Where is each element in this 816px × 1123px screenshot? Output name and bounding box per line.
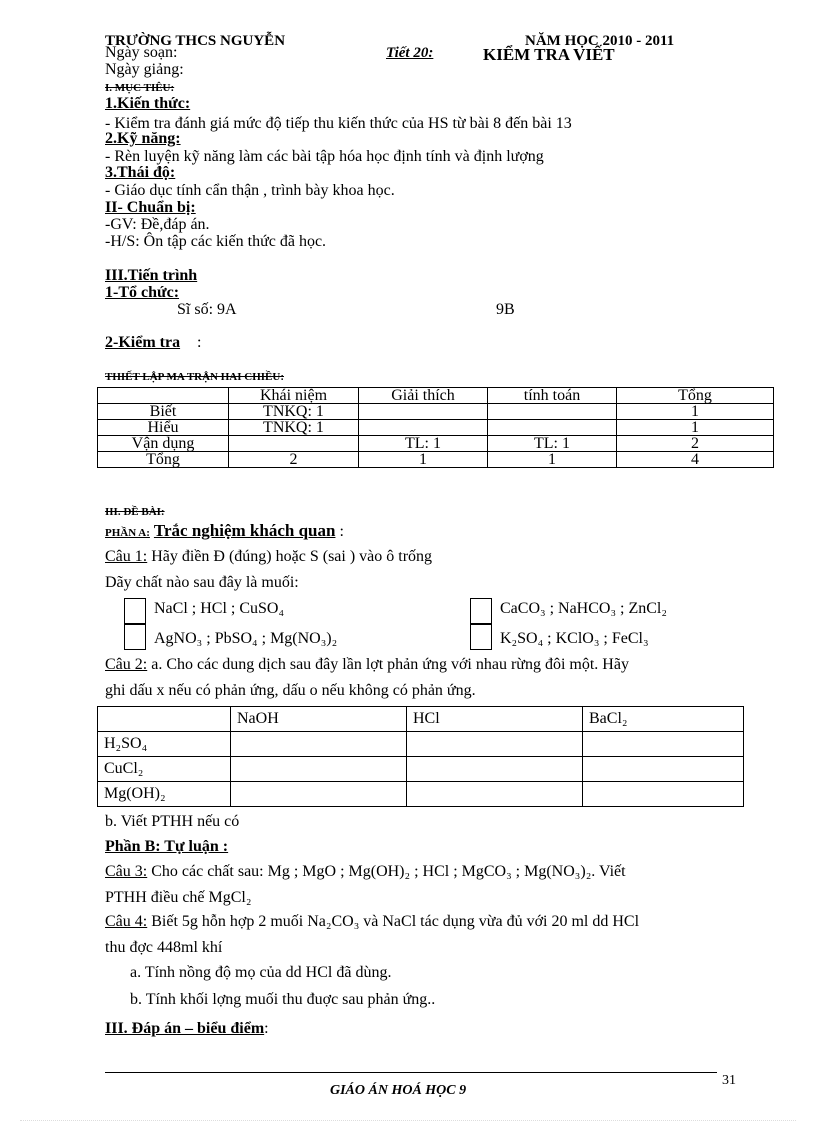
part-a-title: Trắc nghiệm khách quan	[153, 521, 336, 540]
table-cell: BaCl₂	[583, 707, 744, 732]
skills-text: - Rèn luyện kỹ năng làm các bài tập hóa học định tính và định lượng	[105, 148, 544, 165]
part-a-heading	[105, 521, 344, 543]
question-2-text-line2: ghi dấu x nếu có phản ứng, dấu o nếu không có phản ứng.	[105, 682, 476, 699]
table-cell: TL: 1	[488, 436, 617, 452]
table-cell	[359, 420, 488, 436]
table-cell	[488, 404, 617, 420]
part-b-heading: Phần B: Tự luận :	[105, 838, 229, 855]
table-cell[interactable]	[231, 782, 407, 807]
question-3-text-line2: PTHH điều chế MgCl₂	[105, 889, 252, 906]
table-cell: 1	[617, 420, 774, 436]
check-heading: 2-Kiểm tra	[105, 334, 181, 351]
table-cell: Giải thích	[359, 388, 488, 404]
question-3-text: Cho các chất sau: Mg ; MgO ; Mg(OH)₂ ; HCl ; MgCO₃ ; Mg(NO₃)₂. Viết	[151, 863, 626, 880]
table-cell: Tổng	[617, 388, 774, 404]
question-4	[105, 912, 639, 932]
table-cell[interactable]	[407, 732, 583, 757]
procedure-heading: III.Tiến trình	[105, 267, 198, 284]
exam-heading: III. ĐỀ BÀI:	[105, 506, 165, 518]
footer-divider	[105, 1072, 717, 1073]
table-row	[98, 707, 744, 732]
table-cell: Hiểu	[98, 420, 229, 436]
teach-date-label: Ngày giảng:	[105, 61, 184, 78]
question-1-sub: Dãy chất nào sau đây là muối:	[105, 574, 299, 591]
table-cell: Mg(OH)₂	[98, 782, 231, 807]
question-1-label: Câu 1:	[105, 548, 148, 565]
question-3	[105, 862, 626, 882]
reaction-table	[97, 706, 744, 807]
table-cell[interactable]	[231, 757, 407, 782]
table-cell: 2	[229, 452, 359, 468]
organization-heading: 1-Tổ chức:	[105, 284, 180, 301]
option-2: CaCO₃ ; NaHCO₃ ; ZnCl₂	[500, 600, 667, 617]
table-cell[interactable]	[231, 732, 407, 757]
school-name: TRƯỜNG THCS NGUYỄN	[105, 33, 286, 49]
question-1	[105, 547, 432, 567]
question-4-label: Câu 4:	[105, 913, 148, 930]
table-cell: 1	[359, 452, 488, 468]
question-2b: b. Viết PTHH nếu có	[105, 813, 240, 830]
answer-box-1[interactable]	[124, 598, 146, 624]
table-row	[98, 388, 774, 404]
table-cell: HCl	[407, 707, 583, 732]
table-cell: TL: 1	[359, 436, 488, 452]
table-cell: 1	[617, 404, 774, 420]
option-3: AgNO₃ ; PbSO₄ ; Mg(NO₃)₂	[154, 630, 338, 647]
question-1-text: Hãy điền Đ (đúng) hoặc S (sai ) vào ô trống	[151, 548, 433, 565]
table-cell: NaOH	[231, 707, 407, 732]
answer-box-2[interactable]	[470, 598, 492, 624]
table-cell[interactable]	[583, 732, 744, 757]
question-4-text: Biết 5g hỗn hợp 2 muối Na₂CO₃ và NaCl tác dụng vừa đủ với 20 ml dd HCl	[151, 913, 640, 930]
table-cell: tính toán	[488, 388, 617, 404]
check-colon: :	[197, 334, 202, 351]
table-cell: 1	[488, 452, 617, 468]
table-cell: Khái niệm	[229, 388, 359, 404]
matrix-table	[97, 387, 774, 468]
table-cell: Biết	[98, 404, 229, 420]
table-cell: TNKQ: 1	[229, 420, 359, 436]
attitude-heading: 3.Thái độ:	[105, 164, 176, 181]
part-a-colon: :	[339, 523, 344, 540]
lesson-number: Tiết 20:	[386, 45, 434, 61]
answer-heading	[105, 1019, 269, 1039]
table-cell	[229, 436, 359, 452]
attendance-9a: Sĩ số: 9A	[177, 301, 237, 318]
table-cell[interactable]	[407, 782, 583, 807]
table-cell[interactable]	[407, 757, 583, 782]
page-title: KIỂM TRA VIẾT	[483, 45, 615, 64]
table-cell: 2	[617, 436, 774, 452]
table-cell[interactable]	[583, 757, 744, 782]
page-edge	[20, 1120, 796, 1121]
table-row	[98, 757, 744, 782]
table-cell: Vận dụng	[98, 436, 229, 452]
question-4a: a. Tính nồng độ mọ của dd HCl đã dùng.	[130, 964, 392, 981]
matrix-heading: THIẾT LẬP MA TRẬN HAI CHIỀU:	[105, 371, 284, 383]
table-row	[98, 420, 774, 436]
answer-box-4[interactable]	[470, 624, 492, 650]
question-4-text-line2: thu đợc 448ml khí	[105, 939, 223, 956]
school-year: NĂM HỌC 2010 - 2011	[525, 33, 675, 49]
table-cell: 4	[617, 452, 774, 468]
table-row	[98, 782, 744, 807]
footer-text: GIÁO ÁN HOÁ HỌC 9	[330, 1083, 467, 1098]
table-cell: CuCl₂	[98, 757, 231, 782]
table-row	[98, 452, 774, 468]
attendance-9b: 9B	[496, 301, 515, 318]
table-row	[98, 436, 774, 452]
part-a-prefix: PHẦN A:	[105, 527, 150, 539]
table-cell: H₂SO₄	[98, 732, 231, 757]
answer-box-3[interactable]	[124, 624, 146, 650]
table-row	[98, 404, 774, 420]
knowledge-text: - Kiểm tra đánh giá mức độ tiếp thu kiến thức của HS từ bài 8 đến bài 13	[105, 115, 572, 132]
student-prep: -H/S: Ôn tập các kiến thức đã học.	[105, 233, 327, 250]
skills-heading: 2.Kỹ năng:	[105, 130, 181, 147]
knowledge-heading: 1.Kiến thức:	[105, 95, 191, 112]
answer-heading-colon: :	[264, 1020, 269, 1037]
question-2	[105, 655, 629, 675]
table-cell	[98, 388, 229, 404]
option-4: K₂SO₄ ; KClO₃ ; FeCl₃	[500, 630, 649, 647]
question-2-text: a. Cho các dung dịch sau đây lần lợt phản ứng với nhau rừng đôi một. Hãy	[151, 656, 629, 673]
objectives-heading: I. MỤC TIÊU:	[105, 82, 175, 94]
table-cell	[359, 404, 488, 420]
table-cell	[98, 707, 231, 732]
table-cell[interactable]	[583, 782, 744, 807]
table-cell: Tổng	[98, 452, 229, 468]
option-1: NaCl ; HCl ; CuSO₄	[154, 600, 285, 617]
preparation-heading: II- Chuẩn bị:	[105, 199, 196, 216]
table-cell: TNKQ: 1	[229, 404, 359, 420]
question-4b: b. Tính khối lợng muối thu đuợc sau phản ứng..	[130, 991, 436, 1008]
teacher-prep: -GV: Đề,đáp án.	[105, 216, 210, 233]
question-3-label: Câu 3:	[105, 863, 148, 880]
question-2-label: Câu 2:	[105, 656, 148, 673]
answer-heading-text: III. Đáp án – biểu điểm	[105, 1020, 265, 1037]
table-cell	[488, 420, 617, 436]
table-row	[98, 732, 744, 757]
attitude-text: - Giáo dục tính cẩn thận , trình bày khoa học.	[105, 182, 395, 199]
page-number: 31	[722, 1073, 736, 1088]
prep-date-label: Ngày soạn:	[105, 44, 178, 61]
